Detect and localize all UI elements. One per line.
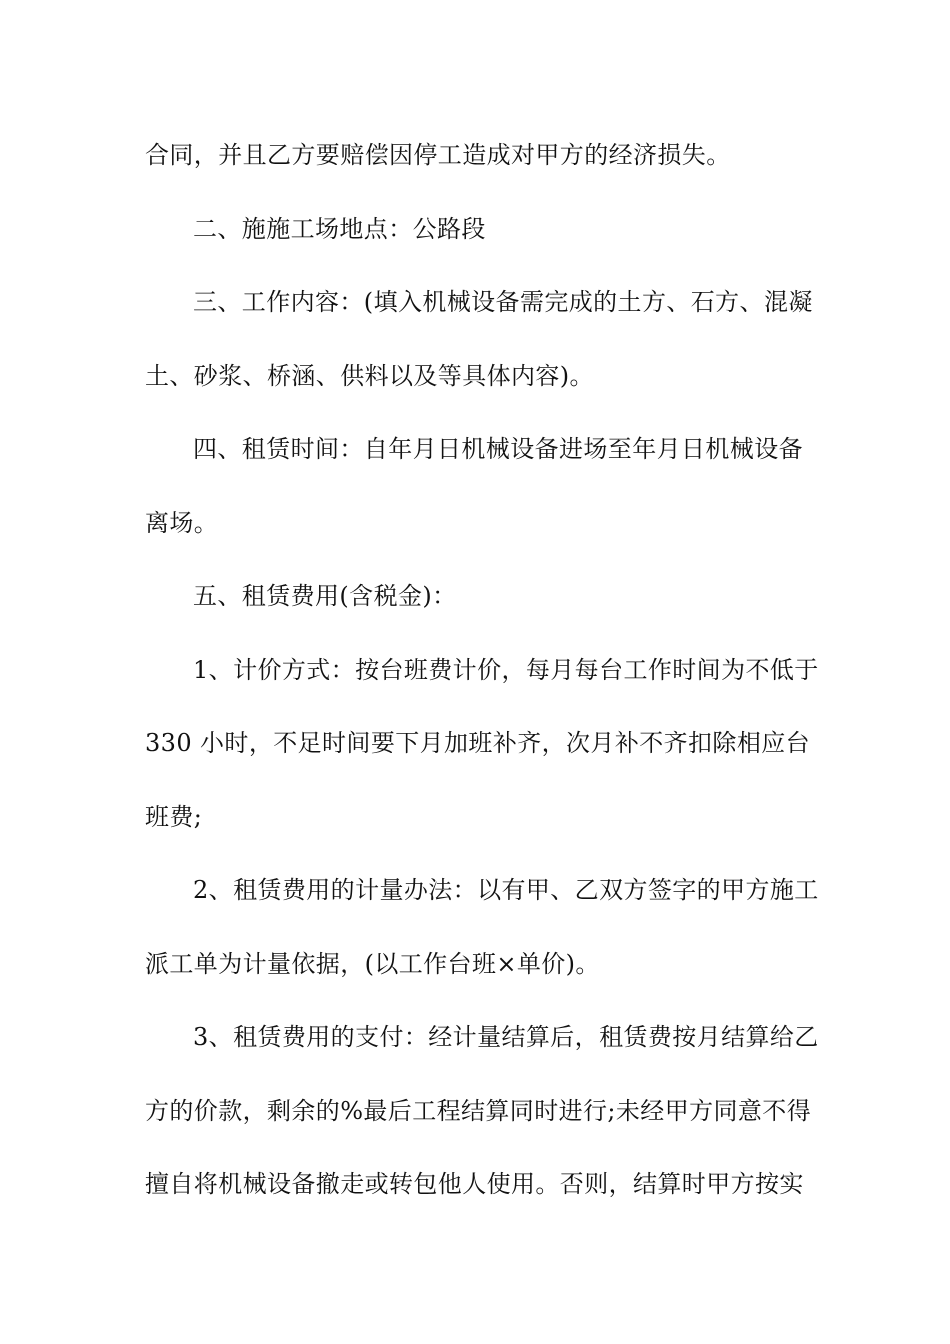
document-body <box>145 119 819 1222</box>
text-line: 方的价款，剩余的%最后工程结算同时进行;未经甲方同意不得 <box>145 1096 812 1125</box>
text-line: 土、砂浆、桥涵、供料以及等具体内容)。 <box>145 361 594 390</box>
section-heading: 三、工作内容：(填入机械设备需完成的土方、石方、混凝 <box>193 288 813 316</box>
text-line: 班费; <box>145 802 203 831</box>
text-line: 离场。 <box>145 508 219 537</box>
text-line: 派工单为计量依据，(以工作台班×单价)。 <box>145 949 600 978</box>
text-line: 330 小时，不足时间要下月加班补齐，次月补不齐扣除相应台 <box>145 729 811 757</box>
list-item: 1、计价方式：按台班费计价，每月每台工作时间为不低于 <box>193 655 819 684</box>
text-line: 擅自将机械设备撤走或转包他人使用。否则，结算时甲方按实 <box>145 1170 804 1198</box>
list-item: 3、租赁费用的支付：经计量结算后，租赁费按月结算给乙 <box>193 1023 819 1051</box>
section-heading: 二、施施工场地点：公路段 <box>193 214 486 243</box>
section-heading: 五、租赁费用(含税金)： <box>193 582 457 610</box>
section-heading: 四、租赁时间：自年月日机械设备进场至年月日机械设备 <box>193 435 803 463</box>
text-line: 合同，并且乙方要赔偿因停工造成对甲方的经济损失。 <box>145 141 731 169</box>
list-item: 2、租赁费用的计量办法：以有甲、乙双方签字的甲方施工 <box>193 876 819 904</box>
